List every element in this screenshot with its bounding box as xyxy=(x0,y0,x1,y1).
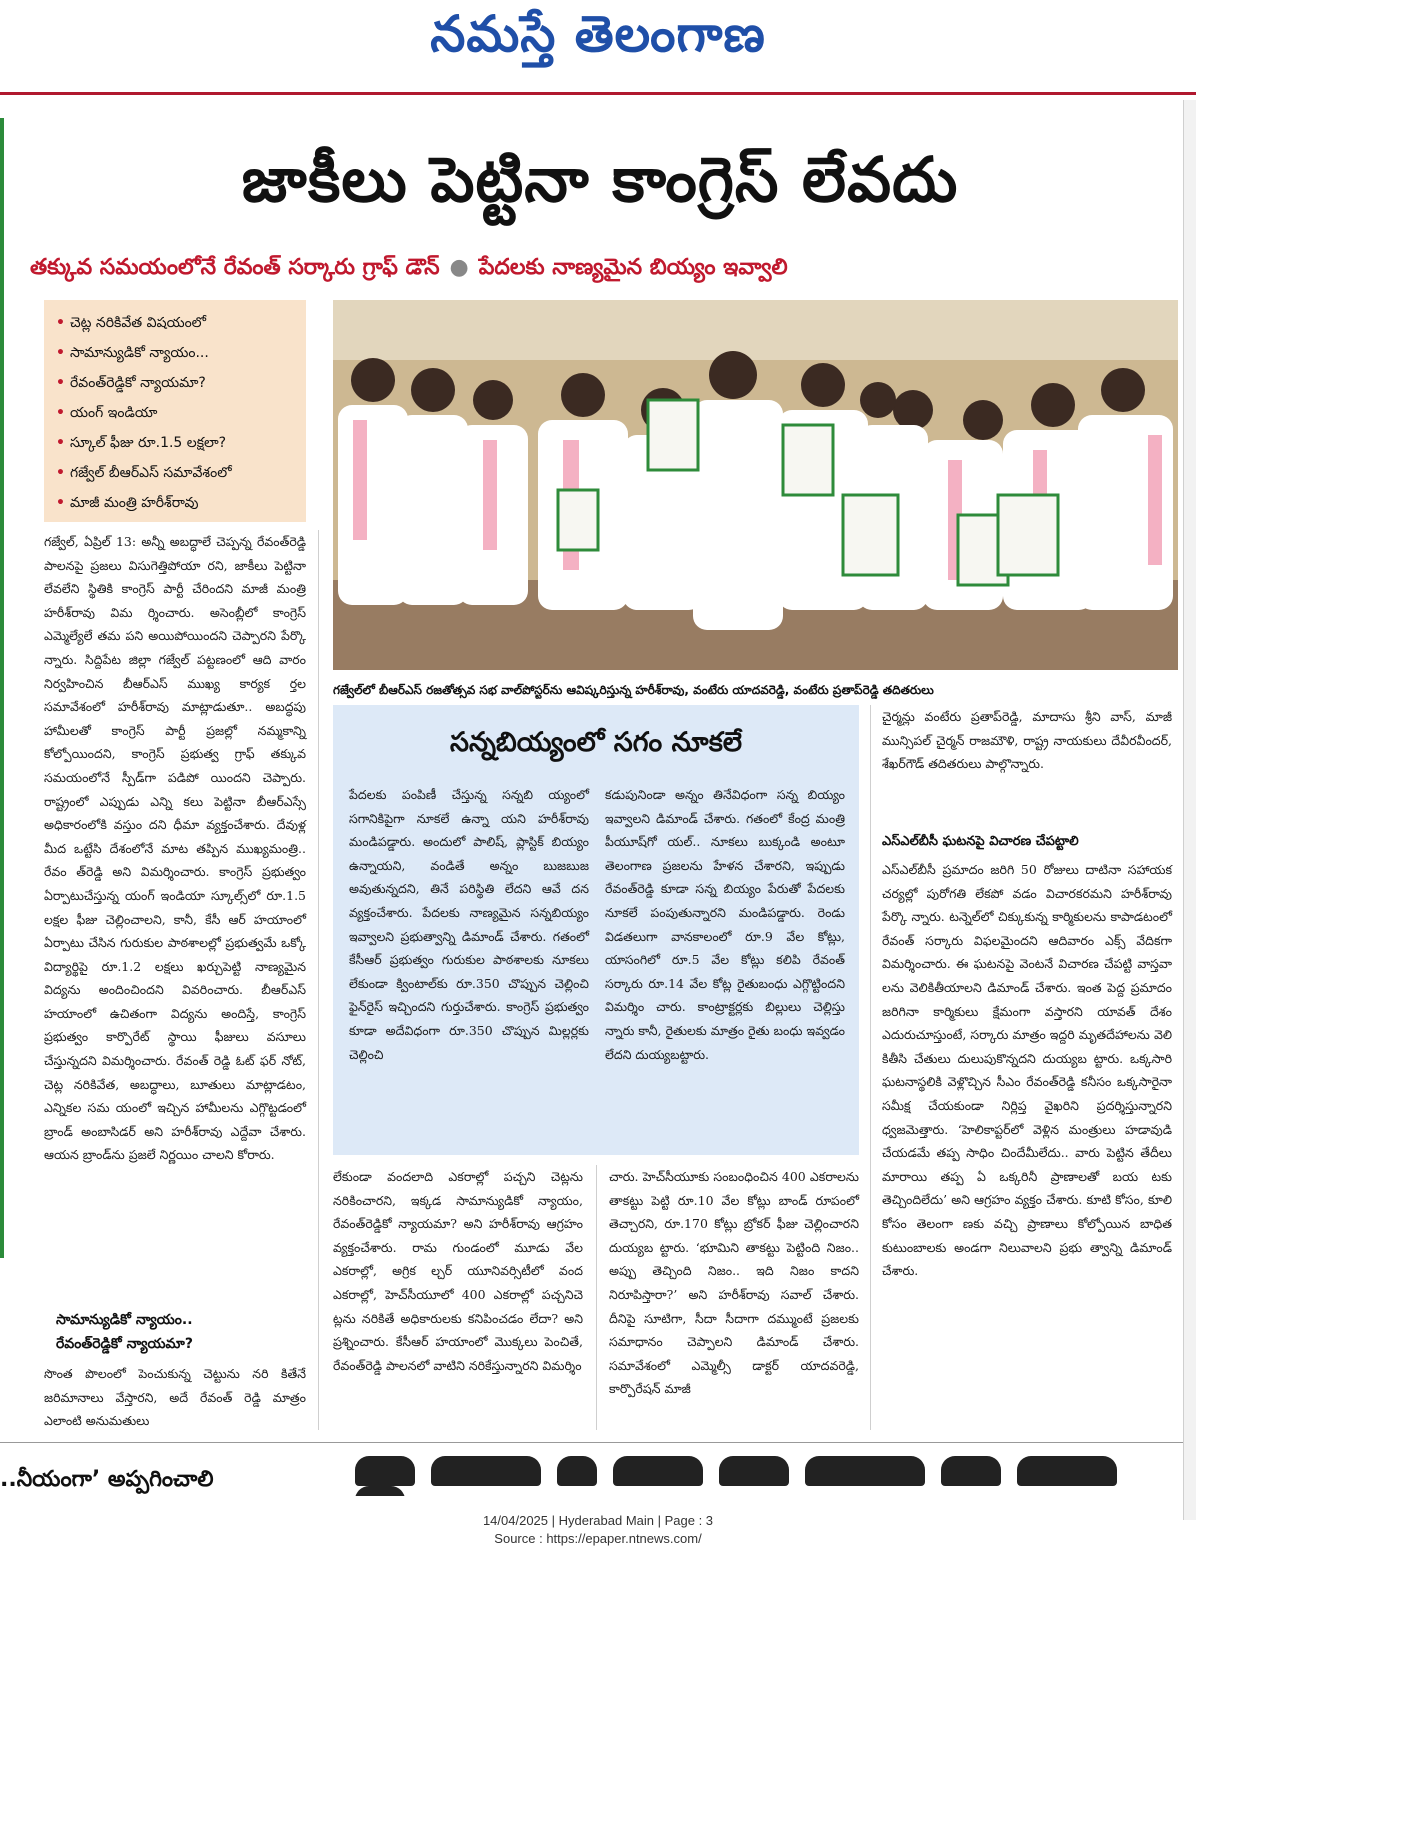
column-2-continued xyxy=(333,1165,583,1385)
deck-left: తక్కువ సమయంలోనే రేవంత్ సర్కారు గ్రాఫ్ డౌన్ xyxy=(30,255,440,280)
deck-right: పేదలకు నాణ్యమైన బియ్యం ఇవ్వాలి xyxy=(478,255,788,280)
box-title: సన్నబియ్యంలో సగం నూకలే xyxy=(449,727,742,758)
footer-edition: 14/04/2025 | Hyderabad Main | Page : 3 xyxy=(482,1513,714,1528)
masthead-rule xyxy=(0,92,1196,95)
body-paragraph: గజ్వేల్, ఏప్రిల్ 13: అన్నీ అబద్ధాలే చెప్పన్న రేవంత్‌రెడ్డి పాలనపై ప్రజలు విసుగెత్తిపోయా రని, జాకీలు పెట్టినా లేవలేని స్థితికి కాంగ్రెస్ పార్టీ చేరిందని మాజీ మంత్రి హరీశ్‌రావు విమ ర్శించారు. అసెంబ్లీలో కాంగ్రెస్ ఎమ్మెల్యేలే తమ పని అయిపోయిందని చెప్పారని పేర్కొ న్నారు. సిద్దిపేట జిల్లా గజ్వేల్ పట్టణంలో ఆది వారం నిర్వహించిన బీఆర్ఎస్ ముఖ్య కార్యక ర్తల సమావేశంలో హరీశ్‌రావు మాట్లాడుతూ.. అబద్ధపు హామీలతో కాంగ్రెస్ పార్టీ ప్రజల్లో నమ్మకాన్ని కోల్పోయిందని, కాంగ్రెస్ ప్రభుత్వ గ్రాఫ్ తక్కువ సమయంలోనే స్పీడ్‌గా పడిపో యిందని చెప్పారు. రాష్ట్రంలో ఎప్పుడు ఎన్ని కలు పెట్టినా బీఆర్ఎస్సే అధికారంలోకి వస్తుం దని ధీమా వ్యక్తంచేశారు. దేవుళ్ల మీద ఒట్టేసి దేశంలోనే మాట తప్పిన ముఖ్యమంత్రి.. రేవం త్‌రెడ్డి అని విమర్శించారు. కాంగ్రెస్ ప్రభుత్వం ఏర్పాటుచేస్తున్న యంగ్ ఇండియా స్కూల్స్‌లో రూ.1.5 లక్షల ఫీజు చెల్లించాలని, కానీ, కేసీ ఆర్ హయాంలో ఏర్పాటు చేసిన గురుకుల పాఠశాలల్లో ప్రభుత్వమే ఒక్కో విద్యార్థిపై రూ.1.2 లక్షలు ఖర్చుపెట్టి నాణ్యమైన విద్యను అందించిందని వివరించారు. బీఆర్ఎస్ హయాంలో ఉచితంగా విద్యను అందిస్తే, కాంగ్రెస్ ప్రభుత్వం కార్పొరేట్ స్థాయి ఫీజులు వసూలు చేస్తున్నదని విమర్శించారు. రేవంత్ రెడ్డి ఓట్ ఫర్ నోట్, చెట్ల నరికివేత, అబద్ధాలు, బూతులు మాట్లాడటం, ఎన్నికల సమ యంలో ఇచ్చిన హామీలను ఎగ్గొట్టడంలో బ్రాండ్ అంబాసిడర్ అని హరీశ్‌రావు ఎద్దేవా చేశారు. ఆయన బ్రాండ్‌ను ప్రజలే నిర్ణయిం చాలని కోరారు. xyxy=(44,534,306,1163)
subhead-line: సామాన్యుడికో న్యాయం.. xyxy=(56,1312,193,1328)
left-edge-strip xyxy=(0,118,12,1258)
box-column-left: పేదలకు పంపిణీ చేస్తున్న సన్నబి య్యంలో సగానికిపైగా నూకలే ఉన్నా యని హరీశ్‌రావు మండిపడ్డారు. అందులో పాలిష్, ప్లాస్టిక్ బియ్యం ఉన్నాయని, వండితే అన్నం బుజబుజ అవుతున్నదని, తినే పరిస్థితి లేదని ఆవే దన వ్యక్తంచేశారు. పేదలకు నాణ్యమైన సన్నబియ్యం ఇవ్వాలని ప్రభుత్వాన్ని డిమాండ్ చేశారు. గతంలో కేసీఆర్ ప్రభుత్వం గురుకుల పాఠశాలకు నూకలు లేకుండా క్వింటాల్‌కు రూ.350 చొప్పున చెల్లించి ఫైన్‌రైస్ ఇచ్చిందని గుర్తుచేశారు. కాంగ్రెస్ ప్రభుత్వం కూడా అదేవిధంగా రూ.350 చొప్పున మిల్లర్లకు చెల్లించి xyxy=(349,787,589,1062)
deck-separator-icon: ● xyxy=(449,255,469,280)
column-4 xyxy=(882,705,1172,784)
body-paragraph: చారు. హెచ్‌సీయూకు సంబంధించిన 400 ఎకరాలను తాకట్టు పెట్టి రూ.10 వేల కోట్లు బాండ్ రూపంలో తెచ్చారని, రూ.170 కోట్లు బ్రోకర్ ఫీజు చెల్లించారని దుయ్యబ ట్టారు. ‘భూమిని తాకట్టు పెట్టింది నిజం.. అప్పు తెచ్చింది నిజం.. ఇది నిజం కాదని నిరూపిస్తారా?’ అని హరీశ్‌రావు సవాల్ చేశారు. దీనిపై సూటిగా, సీదా సీదాగా దమ్ముంటే ప్రజలకు సమాధానం చెప్పాలని డిమాండ్ చేశారు. సమావేశంలో ఎమ్మెల్సీ డాక్టర్ యాదవరెడ్డి, కార్పొరేషన్ మాజీ xyxy=(609,1169,859,1397)
next-story-headline-cropped xyxy=(355,1456,1155,1496)
body-paragraph: చైర్మన్లు వంటేరు ప్రతాప్‌రెడ్డి, మాదాసు శ్రీని వాస్, మాజీ మున్సిపల్ చైర్మన్ రాజమౌళి, రాష్ట్ర నాయకులు దేవీరవీందర్, శేఖర్‌గౌడ్ తదితరులు పాల్గొన్నారు. xyxy=(882,709,1172,772)
highlight-item: • సామాన్యుడికో న్యాయం... xyxy=(56,338,298,368)
highlight-item: • యంగ్ ఇండియా xyxy=(56,398,298,428)
column-1-continued xyxy=(44,1362,306,1441)
highlights-box xyxy=(44,300,306,522)
column-divider xyxy=(596,1165,597,1430)
column-divider xyxy=(870,705,871,1430)
photo-caption: గజ్వేల్‌లో బీఆర్ఎస్ రజతోత్సవ సభ వాల్‌పోస్టర్‌ను ఆవిష్కరిస్తున్న హరీశ్‌రావు, వంటేరు యాదవరెడ్డి, వంటేరు ప్రతాప్‌రెడ్డి తదితరులు xyxy=(333,683,934,697)
news-photo xyxy=(333,300,1178,670)
deck xyxy=(30,248,1170,288)
column-4-subhead: ఎస్ఎల్‌బీసీ ఘటనపై విచారణ చేపట్టాలి xyxy=(882,834,1079,849)
column-1-subhead xyxy=(56,1308,306,1356)
body-paragraph: లేకుండా వందలాది ఎకరాల్లో పచ్చని చెట్లను నరికించారని, ఇక్కడ సామాన్యుడికో న్యాయం, రేవంత్‌రెడ్డికో న్యాయమా? అని హరీశ్‌రావు ఆగ్రహం వ్యక్తంచేశారు. రామ గుండంలో మూడు వేల ఎకరాల్లో, అగ్రిక ల్చర్ యూనివర్సిటీలో వంద ఎకరాల్లో, హెచ్‌సీయూలో 400 ఎకరాల్లో పచ్చనిచె ట్లను నరికితే అధికారులకు కనిపించడం లేదా? అని ప్రశ్నించారు. కేసీఆర్ హయాంలో మొక్కలు పెంచితే, రేవంత్‌రెడ్డి పాలనలో వాటిని నరికేస్తున్నారని విమర్శిం xyxy=(333,1169,583,1373)
column-divider xyxy=(318,530,319,1430)
sidebar-box xyxy=(333,705,859,1155)
box-column-right: కడుపునిండా అన్నం తినేవిధంగా సన్న బియ్యం ఇవ్వాలని డిమాండ్ చేశారు. గతంలో కేంద్ర మంత్రి పీయూష్‌గో యల్.. నూకలు బుక్కండి అంటూ తెలంగాణ ప్రజలను హేళన చేశారని, ఇప్పుడు రేవంత్‌రెడ్డి కూడా సన్న బియ్యం పేరుతో పేదలకు నూకలే పంపుతున్నారని మండిపడ్డారు. రెండు విడతలుగా వానకాలంలో రూ.9 వేల కోట్లు, యాసంగిలో రూ.5 వేల కోట్లు కలిపి రేవంత్ సర్కారు రూ.14 వేల కోట్ల రైతుబంధు ఎగ్గొట్టిందని విమర్శిం చారు. కాంట్రాక్టర్లకు బిల్లులు చెల్లిస్తు న్నారు కానీ, రైతులకు మాత్రం రైతు బంధు ఇవ్వడం లేదని దుయ్యబట్టారు. xyxy=(605,787,845,1062)
column-4-continued xyxy=(882,858,1172,1291)
newspaper-title: నమస్తే తెలంగాణ xyxy=(430,4,766,63)
column-3-continued xyxy=(609,1165,859,1409)
next-story-headline: ..నీయంగా’ అప్పగించాలి xyxy=(0,1467,214,1492)
page-footer xyxy=(0,1512,1196,1548)
highlight-item: • స్కూల్ ఫీజు రూ.1.5 లక్షలా? xyxy=(56,428,298,458)
body-paragraph: ఎస్ఎల్‌బీసీ ప్రమాదం జరిగి 50 రోజులు దాటినా సహాయక చర్యల్లో పురోగతి లేకపో వడం విచారకరమని హరీశ్‌రావు పేర్కొ న్నారు. టన్నెల్‌లో చిక్కుకున్న కార్మికులను కాపాడటంలో రేవంత్ సర్కారు విఫలమైందని ఆదివారం ఎక్స్ వేదికగా విమర్శించారు. ఈ ఘటనపై వెంటనే విచారణ చేపట్టి వాస్తవా లను వెలికితీయాలని డిమాండ్ చేశారు. ఇంత పెద్ద ప్రమాదం జరిగినా కార్మికులు క్షేమంగా వస్తారని యావత్ దేశం ఎదురుచూస్తుంటే, సర్కారు మాత్రం ఇద్దరి మృతదేహాలను వెలి కితీసి చేతులు దులుపుకొన్నదని దుయ్యబ ట్టారు. ఒక్కసారి ఘటనాస్థలికి వెళ్లొచ్చిన సీఎం రేవంత్‌రెడ్డి కనీసం ఒక్కసారైనా సమీక్ష చేయకుండా నిర్లిప్త వైఖరిని ప్రదర్శిస్తున్నారని ధ్వజమెత్తారు. ‘హెలికాప్టర్‌లో వెళ్లిన మంత్రులు హడావుడి చేయడమే తప్ప సాధిం చిందేమీలేదు.. వారు పెట్టిన తేదీలు మారాయి తప్ప ఏ ఒక్కరినీ ప్రాణాలతో బయ టకు తెచ్చిందిలేదు’ అని ఆగ్రహం వ్యక్తం చేశారు. కూటి కోసం, కూలి కోసం తెలంగా ణకు వచ్చి ప్రాణాలు కోల్పోయిన బాధిత కుటుంబాలకు అండగా నిలువాలని ప్రభు త్వాన్ని డిమాండ్ చేశారు. xyxy=(882,862,1172,1279)
column-1 xyxy=(44,530,306,1175)
headline: జాకీలు పెట్టినా కాంగ్రెస్ లేవదు xyxy=(241,143,959,216)
highlight-item: • మాజీ మంత్రి హరీశ్‌రావు xyxy=(56,488,298,518)
right-edge-strip xyxy=(1183,100,1196,1520)
body-paragraph: సొంత పొలంలో పెంచుకున్న చెట్టును నరి కితేనే జరిమానాలు వేస్తారని, అదే రేవంత్ రెడ్డి మాత్రం ఎలాంటి అనుమతులు xyxy=(44,1366,306,1429)
bottom-rule xyxy=(0,1442,1183,1443)
group-photo-illustration xyxy=(333,300,1178,670)
highlight-item: • గజ్వేల్ బీఆర్ఎస్ సమావేశంలో xyxy=(56,458,298,488)
highlight-item: • రేవంత్‌రెడ్డికో న్యాయమా? xyxy=(56,368,298,398)
highlight-item: • చెట్ల నరికివేత విషయంలో xyxy=(56,308,298,338)
footer-source-link[interactable]: Source : https://epaper.ntnews.com/ xyxy=(494,1531,702,1546)
masthead xyxy=(0,0,1196,100)
subhead-line: రేవంత్‌రెడ్డికో న్యాయమా? xyxy=(56,1336,193,1352)
